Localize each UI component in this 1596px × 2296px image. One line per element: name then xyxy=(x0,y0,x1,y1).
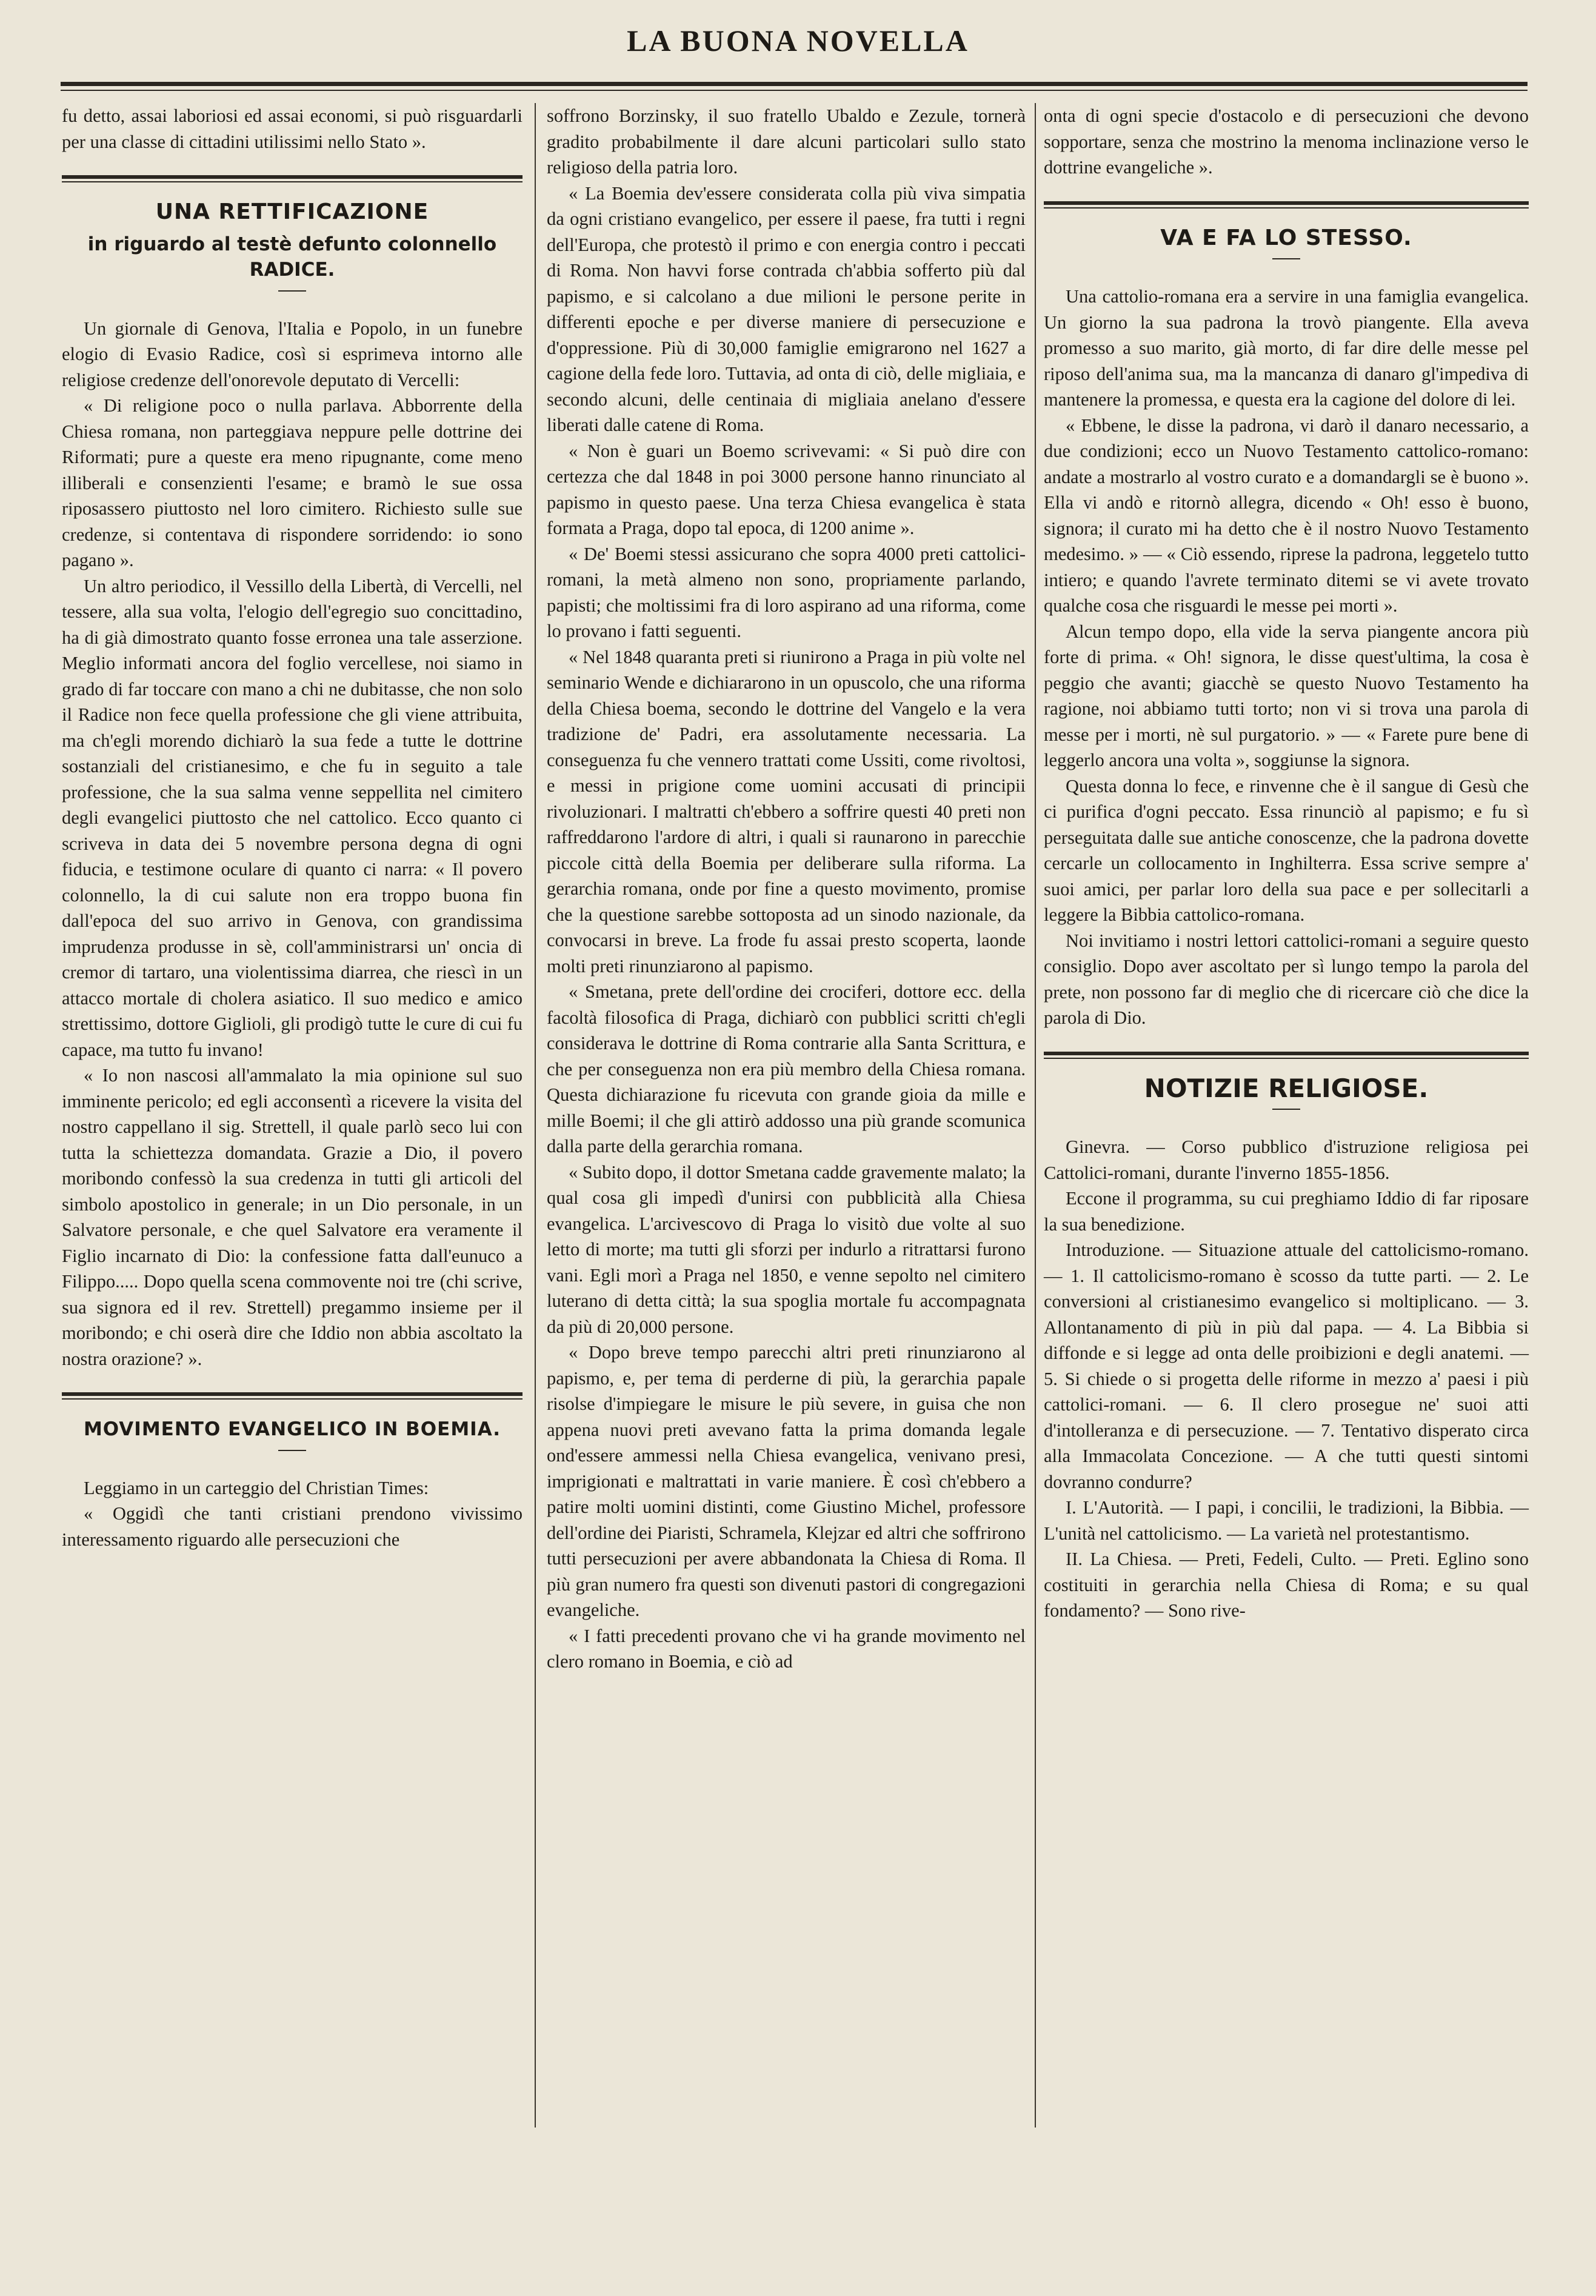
article-title: NOTIZIE RELIGIOSE. xyxy=(1144,1073,1429,1103)
article-title: MOVIMENTO EVANGELICO IN BOEMIA. xyxy=(83,1418,501,1440)
paragraph: Ginevra. — Corso pubblico d'istruzione religiosa pei Cattolici-romani, durante l'inverno 1855-1856. xyxy=(1044,1136,1529,1183)
article-subtitle: in riguardo al testè defunto colonnello RADICE. xyxy=(87,233,497,281)
separator-dash xyxy=(278,1450,306,1451)
paragraph: « Subito dopo, il dottor Smetana cadde gravemente malato; la qual cosa gli impedì d'unirsi con pubblicità alla Chiesa evangelica. L'arcivescovo di Praga lo visitò due volte al suo letto di morte; ma tutti gli sforzi per indurlo a ritrattarsi furono vani. Egli morì a Praga nel 1850, e venne sepolto nel cimitero luterano di detta città; la sua spoglia mortale fu accompagnata da più di 20,000 persone. xyxy=(547,1161,1026,1337)
section-rule xyxy=(62,1392,523,1400)
paragraph: Eccone il programma, su cui preghiamo Iddio di far riposare la sua benedizione. xyxy=(1044,1188,1529,1235)
column-2 xyxy=(547,103,1026,1675)
paragraph: Introduzione. — Situazione attuale del cattolicismo-romano. — 1. Il cattolicismo-romano è scosso da tutte parti. — 2. Le conversioni al cristianesimo evangelico si moltiplicano. — 3. Allontanamento di più in più dal papa. — 4. La Bibbia si diffonde e si legge ad onta delle proibizioni e degli anatemi. — 5. Si chiede o si progetta delle riforme in mezzo a' paesi i più cattolici-romani. — 6. Il clero prosegue ne' suoi atti d'intolleranza e di persecuzione. — 7. Tentativo disperato circa alla Immacolata Concezione. — A che tutti questi sintomi dovranno condurre? xyxy=(1044,1240,1529,1492)
paragraph: « La Boemia dev'essere considerata colla più viva simpatia da ogni cristiano evangelico, per essere il paese, fra tutti i regni dell'Europa, che protestò il primo e con energia contro i peccati di Roma. Non havvi forse contrada ch'abbia sofferto più dal papismo, e si calcolano a due milioni le persone perite in differenti epoche e per diverse maniere di persecuzione e d'oppressione. Più di 30,000 famiglie emigrarono nel 1627 a cagione della fede loro. Tuttavia, ad onta di ciò, delle migliaia, e secondo alcuni, delle centinaia di migliaia anelano d'essere liberati dalle catene di Roma. xyxy=(547,182,1026,435)
section-rule xyxy=(1044,201,1529,209)
paragraph: fu detto, assai laboriosi ed assai economi, si può risguardarli per una classe di cittadini utilissimi nello Stato ». xyxy=(62,105,523,152)
masthead: LA BUONA NOVELLA xyxy=(627,24,969,58)
paragraph: « Smetana, prete dell'ordine dei crociferi, dottore ecc. della facoltà filosofica di Praga, dichiarò con pubblici scritti ch'egli considerava le dottrine di Roma contrarie alla Santa Scrittura, e che per conseguenza non era più membro della Chiesa romana. Questa dichiarazione fu ricevuta con grande gioia da mille e mille Boemi; il che gli attirò addosso una più grande scomunica dalla parte della gerarchia romana. xyxy=(547,981,1026,1156)
article-title: VA E FA LO STESSO. xyxy=(1160,225,1412,250)
column-divider-2 xyxy=(1035,103,1036,2127)
paragraph: II. La Chiesa. — Preti, Fedeli, Culto. — Preti. Eglino sono costituiti in gerarchia nella Chiesa di Roma; e su qual fondamento? — Sono rive- xyxy=(1044,1549,1529,1621)
paragraph: Un giornale di Genova, l'Italia e Popolo, in un funebre elogio di Evasio Radice, così si esprimeva intorno alle religiose credenze dell'onorevole deputato di Vercelli: xyxy=(62,318,523,390)
column-1 xyxy=(62,103,523,1552)
paragraph: « Di religione poco o nulla parlava. Abborrente della Chiesa romana, non parteggiava neppure pelle dottrine dei Riformati; pure a queste era meno ripugnante, come meno illiberali e consenzienti l'esame; e bramò le sue ossa riposassero piuttosto nel loro cimitero. Richiesto sulle sue credenze, si contentava di rispondere sorridendo: io sono pagano ». xyxy=(62,395,523,570)
paragraph: « Non è guari un Boemo scrivevami: « Si può dire con certezza che dal 1848 in poi 3000 persone hanno rinunciato al papismo in questo paese. Una terza Chiesa evangelica è stata formata a Praga, dopo tal epoca, di 1200 anime ». xyxy=(547,440,1026,538)
separator-dash xyxy=(278,290,306,292)
separator-dash xyxy=(1272,258,1300,259)
paragraph: « De' Boemi stessi assicurano che sopra 4000 preti cattolici-romani, la metà almeno non sono, propriamente parlando, papisti; che moltissimi fra di loro aspirano ad una riforma, come lo provano i fatti seguenti. xyxy=(547,543,1026,641)
article-title: UNA RETTIFICAZIONE xyxy=(155,199,429,224)
paragraph: Questa donna lo fece, e rinvenne che è il sangue di Gesù che ci purifica d'ogni peccato. Essa rinunciò al papismo; e fu sì perseguitata dalle sue antiche conoscenze, che la padrona dovette cercarle un collocamento in Inghilterra. Essa scrive sempre a' suoi amici, per parlar loro della sua pace e per sollecitarli a leggere la Bibbia cattolico-romana. xyxy=(1044,775,1529,925)
header-rule xyxy=(61,82,1528,86)
column-divider-1 xyxy=(535,103,536,2127)
paragraph: Una cattolio-romana era a servire in una famiglia evangelica. Un giorno la sua padrona la trovò piangente. Ella aveva promesso a suo marito, già morto, di far dire delle messe pel riposo dell'anima sua, ma la mancanza di danaro gl'impediva di mantenere la promessa, e questa era la cagione del dolore di lei. xyxy=(1044,286,1529,410)
paragraph: « I fatti precedenti provano che vi ha grande movimento nel clero romano in Boemia, e ciò ad xyxy=(547,1625,1026,1672)
paragraph: Leggiamo in un carteggio del Christian Times: xyxy=(84,1477,429,1498)
section-rule xyxy=(62,175,523,182)
paragraph: « Dopo breve tempo parecchi altri preti rinunziarono al papismo, e, per tema di perderne di più, la gerarchia papale risolse d'impiegare le misure le più severe, in guisa che non appena nuovi preti avevano fatta la prima domanda legale ond'essere ammessi nella Chiesa evangelica, venivano presi, imprigionati e maltrattati in varie maniere. È così ch'ebbero a patire molti uomini distinti, come Giustino Michel, professore dell'ordine dei Piaristi, Schramela, Klejzar ed altri che soffrirono tutti persecuzioni per avere abbandonata la Chiesa di Roma. Il più gran numero fra questi son divenuti pastori di congregazioni evangeliche. xyxy=(547,1342,1026,1620)
paragraph: Noi invitiamo i nostri lettori cattolici-romani a seguire questo consiglio. Dopo aver ascoltato per sì lungo tempo la parola del prete, non possono far di meglio che di ricercare ciò che dice la parola di Dio. xyxy=(1044,930,1529,1028)
paragraph: « Io non nascosi all'ammalato la mia opinione sul suo imminente pericolo; ed egli acconsentì a ricevere la visita del nostro cappellano il sig. Strettell, il quale parlò seco lui con tutta la schiettezza domandata. Grazie a Dio, il povero moribondo confessò la sua credenza in tutti gli articoli del simbolo apostolico in generale; in un Dio personale, in un Salvatore personale, e che quel Salvatore era veramente il Figlio incarnato di Dio: la confessione fatta dall'eunuco a Filippo..... Dopo quella scena commovente noi tre (chi scrive, sua signora ed il rev. Strettell) pregammo insieme per il moribondo; e chi oserà dire che Iddio non abbia ascoltato la nostra orazione? ». xyxy=(62,1065,523,1369)
paragraph: « Nel 1848 quaranta preti si riunirono a Praga in più volte nel seminario Wende e dichiararono in un opuscolo, che una riforma della Chiesa boema, secondo le dottrine del Vangelo e la vera tradizione de' Padri, era assolutamente necessaria. La conseguenza fu che vennero trattati come Ussiti, come rivoltosi, e messi in prigione come uomini accusati di principii rivoluzionari. I maltratti ch'ebbero a soffrire questi 40 preti non raffreddarono l'ardore di altri, i quali si raunarono in parecchie piccole città della Boemia per deliberare sulla riforma. La gerarchia romana, onde por fine a questo movimento, promise che la questione sarebbe sottoposta ad un sinodo nazionale, da convocarsi in breve. La frode fu assai presto scoperta, laonde molti preti rinunziarono al papismo. xyxy=(547,646,1026,976)
paragraph: Alcun tempo dopo, ella vide la serva piangente ancora più forte di prima. « Oh! signora, le disse quest'ultima, la cosa è peggio che avanti; giacchè se questo Nuovo Testamento ha ragione, noi abbiamo tutti torto; non vi si trova una parola di messe per i morti, nè sul purgatorio. » — « Farete pure bene di leggerlo ancora una volta », soggiunse la signora. xyxy=(1044,621,1529,770)
separator-dash xyxy=(1272,1109,1300,1110)
paragraph: I. L'Autorità. — I papi, i concilii, le tradizioni, la Bibbia. — L'unità nel cattolicismo. — La varietà nel protestantismo. xyxy=(1044,1497,1529,1544)
paragraph: Un altro periodico, il Vessillo della Libertà, di Vercelli, nel tessere, alla sua volta, l'elogio dell'egregio suo concittadino, ha di già dimostrato quanto fosse erronea una tale asserzione. Meglio informati ancora del foglio vercellese, noi siamo in grado di far toccare con mano a chi ne dubitasse, che non solo il Radice non fece quella professione che gli viene attribuita, ma ch'egli morendo dichiarò la sua fede a tutte le dottrine sostanziali del cristianesimo, e che fu in seguito a tale professione, che la sua salma venne seppellita nel cimitero degli evangelici piuttosto che nel cattolico. Ecco quanto ci scriveva in data dei 5 novembre persona degna di ogni fiducia, e testimone oculare di quanto ci narra: « Il povero colonnello, la di cui salute non era troppo buona fin dall'epoca del suo arrivo in Genova, con grandissima imprudenza produsse in sè, coll'amministrarsi un' oncia di cremor di tartaro, una violentissima diarrea, che riescì in un attacco mortale di cholera asiatico. Il suo medico e amico strettissimo, dottore Giglioli, gli prodigò tutte le cure di cui fu capace, ma tutto fu invano! xyxy=(62,575,523,1060)
paragraph: « Oggidì che tanti cristiani prendono vivissimo interessamento riguardo alle persecuzioni che xyxy=(62,1503,523,1550)
paragraph: soffrono Borzinsky, il suo fratello Ubaldo e Zezule, tornerà gradito probabilmente il dare alcuni particolari sullo stato religioso della patria loro. xyxy=(547,105,1026,178)
paragraph: « Ebbene, le disse la padrona, vi darò il danaro necessario, a due condizioni; ecco un Nuovo Testamento cattolico-romano: andate a mostrarlo al vostro curato e a domandargli se è buono ». Ella vi andò e ritornò allegra, dicendo « Oh! esso è buono, signora; il curato mi ha detto che è il nostro Nuovo Testamento medesimo. » — « Ciò essendo, riprese la padrona, leggetelo tutto intiero; e quando l'avrete terminato ditemi se vi avete trovato qualche cosa che risguardi le messe pei morti ». xyxy=(1044,415,1529,616)
column-3 xyxy=(1044,103,1529,1624)
paragraph: onta di ogni specie d'ostacolo e di persecuzioni che devono sopportare, senza che mostrino la menoma inclinazione verso le dottrine evangeliche ». xyxy=(1044,105,1529,178)
section-rule xyxy=(1044,1052,1529,1059)
header-rule-thin xyxy=(61,90,1528,91)
